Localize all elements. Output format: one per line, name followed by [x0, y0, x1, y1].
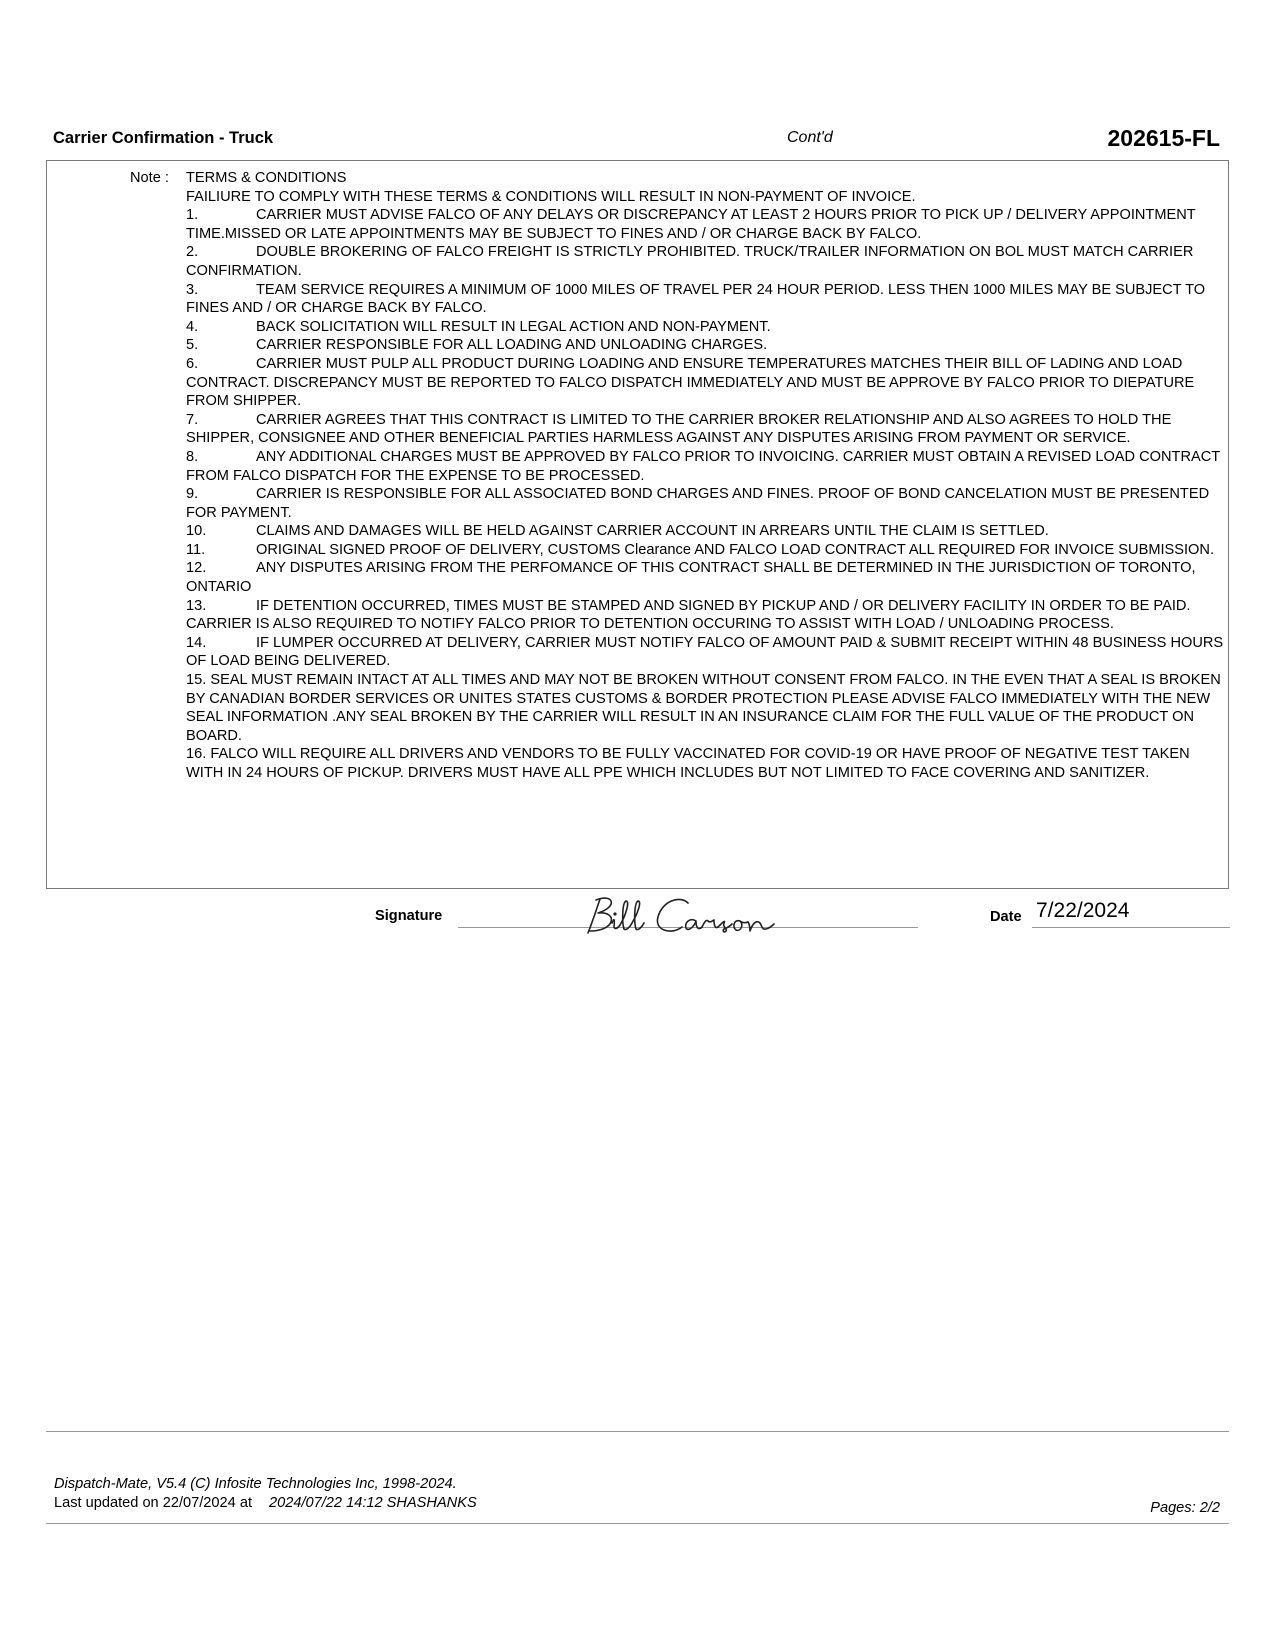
term-item-text: ANY ADDITIONAL CHARGES MUST BE APPROVED BY FALCO PRIOR TO INVOICING. CARRIER MUST OBTAIN A REVISED LOAD CONTRACT FROM FALCO DISPATCH FOR THE EXPENSE TO BE PROCESSED.	[186, 448, 1220, 484]
term-item	[186, 559, 1226, 596]
term-item-text: CARRIER MUST PULP ALL PRODUCT DURING LOADING AND ENSURE TEMPERATURES MATCHES THEIR BILL OF LADING AND LOAD CONTRACT. DISCREPANCY MUST BE REPORTED TO FALCO DISPATCH IMMEDIATELY AND MUST BE APPROVE BY FALCO PRIOR TO DIEPATURE FROM SHIPPER.	[186, 355, 1195, 410]
term-item-number: 10.	[186, 523, 207, 540]
term-item-number: 3.	[186, 281, 199, 298]
term-item-text: BACK SOLICITATION WILL RESULT IN LEGAL ACTION AND NON-PAYMENT.	[256, 318, 771, 335]
term-item-number: 14.	[186, 634, 207, 651]
term-item-text: CLAIMS AND DAMAGES WILL BE HELD AGAINST CARRIER ACCOUNT IN ARREARS UNTIL THE CLAIM IS SETTLED.	[256, 523, 1049, 540]
note-label: Note :	[130, 170, 169, 186]
terms-and-conditions	[186, 169, 1226, 783]
date-label: Date	[990, 909, 1022, 925]
term-item	[186, 411, 1226, 448]
date-line	[1032, 927, 1230, 928]
footer-rule-bottom	[46, 1523, 1229, 1524]
document-title: Carrier Confirmation - Truck	[53, 129, 274, 147]
term-item	[186, 597, 1226, 634]
term-item-15: 15. SEAL MUST REMAIN INTACT AT ALL TIMES AND MAY NOT BE BROKEN WITHOUT CONSENT FROM FALCO. IN THE EVEN THAT A SEAL IS BROKEN BY CANADIAN BORDER SERVICES OR UNITES STATES CUSTOMS & BORDER PROTECTION PLEASE ADVISE FALCO IMMEDIATELY WITH THE NEW SEAL INFORMATION .ANY SEAL BROKEN BY THE CARRIER WILL RESULT IN AN INSURANCE CLAIM FOR THE FULL VALUE OF THE PRODUCT ON BOARD.	[186, 672, 1221, 744]
term-item-number: 5.	[186, 337, 199, 354]
term-item	[186, 634, 1226, 671]
term-item	[186, 355, 1226, 411]
term-item	[186, 281, 1226, 318]
footer-update-stamp: 2024/07/22 14:12 SHASHANKS	[269, 1495, 477, 1511]
term-item	[186, 522, 1226, 541]
term-item-number: 12.	[186, 560, 207, 577]
term-item-text: CARRIER IS RESPONSIBLE FOR ALL ASSOCIATED BOND CHARGES AND FINES. PROOF OF BOND CANCELATION MUST BE PRESENTED FOR PAYMENT.	[186, 486, 1210, 521]
term-item-number: 7.	[186, 411, 199, 428]
term-item-text: CARRIER AGREES THAT THIS CONTRACT IS LIMITED TO THE CARRIER BROKER RELATIONSHIP AND ALSO AGREES TO HOLD THE SHIPPER, CONSIGNEE AND OTHER BENEFICIAL PARTIES HARMLESS AGAINST ANY DISPUTES ARISING FROM PAYMENT OR SERVICE.	[186, 411, 1172, 447]
term-item	[186, 541, 1226, 560]
terms-list	[186, 206, 1226, 671]
confirmation-number: 202615-FL	[1107, 125, 1220, 151]
term-item-number: 6.	[186, 355, 199, 372]
term-item-number: 9.	[186, 486, 199, 503]
footer-last-updated	[54, 1495, 477, 1511]
signature-image	[584, 893, 784, 939]
term-item-text: DOUBLE BROKERING OF FALCO FREIGHT IS STRICTLY PROHIBITED. TRUCK/TRAILER INFORMATION ON BOL MUST MATCH CARRIER CONFIRMATION.	[186, 244, 1194, 279]
term-item	[186, 318, 1226, 337]
footer-copyright: Dispatch-Mate, V5.4 (C) Infosite Technologies Inc, 1998-2024.	[54, 1476, 457, 1492]
term-item-text: IF LUMPER OCCURRED AT DELIVERY, CARRIER MUST NOTIFY FALCO OF AMOUNT PAID & SUBMIT RECEIPT WITHIN 48 BUSINESS HOURS OF LOAD BEING DELIVERED.	[186, 634, 1224, 670]
continued-label: Cont'd	[787, 129, 833, 146]
term-item-text: IF DETENTION OCCURRED, TIMES MUST BE STAMPED AND SIGNED BY PICKUP AND / OR DELIVERY FACILITY IN ORDER TO BE PAID. CARRIER IS ALSO REQUIRED TO NOTIFY FALCO PRIOR TO DETENTION OCCURING TO ASSIST WITH LOAD / UNLOADING PROCESS.	[186, 597, 1191, 633]
term-item-number: 4.	[186, 318, 199, 335]
term-item-number: 2.	[186, 244, 199, 261]
term-item-number: 1.	[186, 207, 199, 224]
term-item-text: ANY DISPUTES ARISING FROM THE PERFOMANCE OF THIS CONTRACT SHALL BE DETERMINED IN THE JURISDICTION OF TORONTO, ONTARIO	[186, 560, 1196, 596]
term-item-16: 16. FALCO WILL REQUIRE ALL DRIVERS AND VENDORS TO BE FULLY VACCINATED FOR COVID-19 OR HAVE PROOF OF NEGATIVE TEST TAKEN WITH IN 24 HOURS OF PICKUP. DRIVERS MUST HAVE ALL PPE WHICH INCLUDES BUT NOT LIMITED TO FACE COVERING AND SANITIZER.	[186, 746, 1190, 781]
term-item-text: TEAM SERVICE REQUIRES A MINIMUM OF 1000 MILES OF TRAVEL PER 24 HOUR PERIOD. LESS THEN 1000 MILES MAY BE SUBJECT TO FINES AND / OR CHARGE BACK BY FALCO.	[186, 281, 1206, 317]
footer-rule-top	[46, 1431, 1229, 1432]
term-item-number: 11.	[186, 541, 206, 558]
term-item-text: CARRIER RESPONSIBLE FOR ALL LOADING AND UNLOADING CHARGES.	[256, 337, 768, 354]
term-item	[186, 206, 1226, 243]
date-value: 7/22/2024	[1036, 899, 1130, 922]
terms-heading: TERMS & CONDITIONS	[186, 170, 347, 186]
term-item	[186, 485, 1226, 522]
page-count: Pages: 2/2	[1150, 1500, 1220, 1516]
term-item	[186, 448, 1226, 485]
terms-warning: FAILIURE TO COMPLY WITH THESE TERMS & CONDITIONS WILL RESULT IN NON-PAYMENT OF INVOICE.	[186, 188, 916, 205]
term-item	[186, 243, 1226, 280]
term-item	[186, 336, 1226, 355]
signature-label: Signature	[375, 908, 443, 924]
term-item-number: 8.	[186, 448, 199, 465]
term-item-number: 13.	[186, 597, 207, 614]
footer-last-updated-label: Last updated on 22/07/2024 at	[54, 1495, 252, 1511]
term-item-text: ORIGINAL SIGNED PROOF OF DELIVERY, CUSTOMS Clearance AND FALCO LOAD CONTRACT ALL REQUIRED FOR INVOICE SUBMISSION.	[256, 541, 1214, 558]
term-item-text: CARRIER MUST ADVISE FALCO OF ANY DELAYS OR DISCREPANCY AT LEAST 2 HOURS PRIOR TO PICK UP / DELIVERY APPOINTMENT TIME.MISSED OR LATE APPOINTMENTS MAY BE SUBJECT TO FINES AND / OR CHARGE BACK BY FALCO.	[186, 207, 1196, 242]
